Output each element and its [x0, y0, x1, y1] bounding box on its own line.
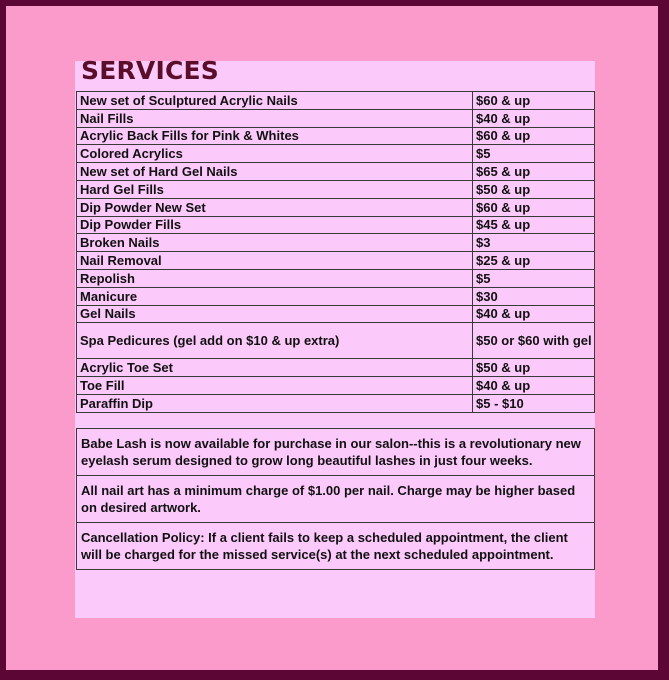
- table-row: [77, 216, 595, 234]
- service-price: $5: [473, 145, 595, 163]
- service-name: Dip Powder New Set: [77, 198, 473, 216]
- note-nail-art: All nail art has a minimum charge of $1.00 per nail. Charge may be higher based on desired artwork.: [77, 476, 595, 523]
- note-babe-lash: Babe Lash is now available for purchase in our salon--this is a revolutionary new eyelash serum designed to grow long beautiful lashes in just four weeks.: [77, 429, 595, 476]
- service-price: $40 & up: [473, 109, 595, 127]
- service-price: $25 & up: [473, 252, 595, 270]
- service-price: $60 & up: [473, 92, 595, 110]
- service-price: $30: [473, 287, 595, 305]
- service-name: Broken Nails: [77, 234, 473, 252]
- note-row: [77, 523, 595, 570]
- table-row: [77, 359, 595, 377]
- table-row: [77, 323, 595, 359]
- table-row: [77, 198, 595, 216]
- table-row: [77, 394, 595, 412]
- table-row: [77, 92, 595, 110]
- service-price: $60 & up: [473, 198, 595, 216]
- service-name: Colored Acrylics: [77, 145, 473, 163]
- table-row: [77, 145, 595, 163]
- table-row: [77, 269, 595, 287]
- table-row: [77, 305, 595, 323]
- service-name: Repolish: [77, 269, 473, 287]
- service-name: Nail Fills: [77, 109, 473, 127]
- service-name: Acrylic Toe Set: [77, 359, 473, 377]
- service-name: Nail Removal: [77, 252, 473, 270]
- service-price: $50 & up: [473, 180, 595, 198]
- service-name: Manicure: [77, 287, 473, 305]
- service-price: $65 & up: [473, 163, 595, 181]
- service-name: Spa Pedicures (gel add on $10 & up extra): [77, 323, 473, 359]
- table-row: [77, 377, 595, 395]
- service-name: Hard Gel Fills: [77, 180, 473, 198]
- service-price: $5: [473, 269, 595, 287]
- note-row: [77, 476, 595, 523]
- service-price: $60 & up: [473, 127, 595, 145]
- service-name: New set of Sculptured Acrylic Nails: [77, 92, 473, 110]
- table-row: [77, 109, 595, 127]
- service-name: Toe Fill: [77, 377, 473, 395]
- table-row: [77, 163, 595, 181]
- service-price: $45 & up: [473, 216, 595, 234]
- service-name: Paraffin Dip: [77, 394, 473, 412]
- table-row: [77, 234, 595, 252]
- service-name: New set of Hard Gel Nails: [77, 163, 473, 181]
- table-row: [77, 180, 595, 198]
- table-row: [77, 287, 595, 305]
- service-price: $5 - $10: [473, 394, 595, 412]
- service-price: $40 & up: [473, 377, 595, 395]
- service-price: $50 & up: [473, 359, 595, 377]
- page-title: SERVICES: [81, 56, 220, 85]
- service-price: $3: [473, 234, 595, 252]
- service-name: Acrylic Back Fills for Pink & Whites: [77, 127, 473, 145]
- service-name: Gel Nails: [77, 305, 473, 323]
- notes-table: [76, 428, 595, 570]
- service-name: Dip Powder Fills: [77, 216, 473, 234]
- services-table: [76, 91, 595, 413]
- note-cancellation-policy: Cancellation Policy: If a client fails to keep a scheduled appointment, the client will be charged for the missed service(s) at the next scheduled appointment.: [77, 523, 595, 570]
- service-price: $40 & up: [473, 305, 595, 323]
- service-price: $50 or $60 with gel: [473, 323, 595, 359]
- table-row: [77, 127, 595, 145]
- table-row: [77, 252, 595, 270]
- note-row: [77, 429, 595, 476]
